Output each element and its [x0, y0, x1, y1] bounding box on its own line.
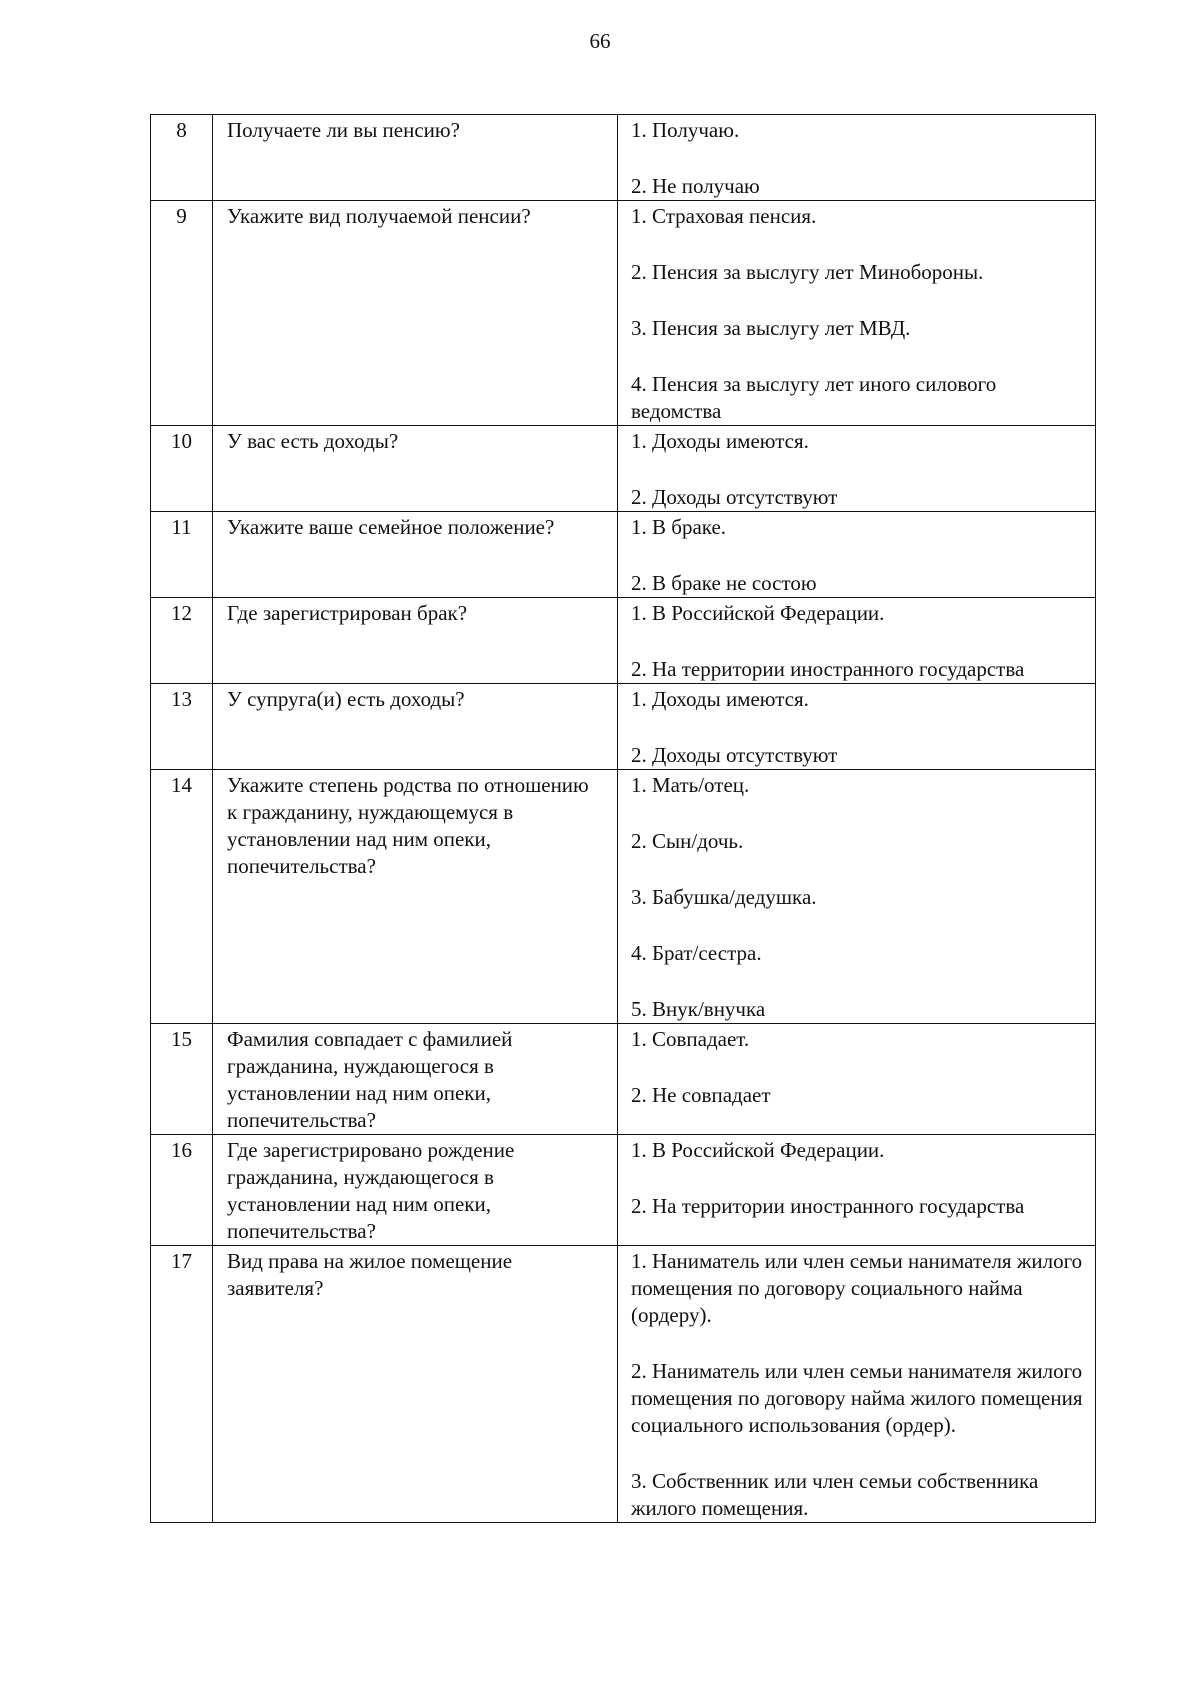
table-row: [151, 426, 1096, 512]
question-text: Где зарегистрирован брак?: [213, 598, 618, 684]
table-row: [151, 115, 1096, 201]
answer-option: 2. Сын/дочь.: [631, 829, 744, 853]
answer-options: [618, 1135, 1096, 1246]
questionnaire-table: [150, 114, 1096, 1523]
row-number: 16: [151, 1135, 213, 1246]
answer-option: 1. Совпадает.: [631, 1027, 750, 1051]
answer-option: 1. В Российской Федерации.: [631, 601, 885, 625]
answer-options: [618, 512, 1096, 598]
answer-option: 1. В браке.: [631, 515, 727, 539]
question-text: Вид права на жилое помещение заявителя?: [213, 1246, 618, 1523]
answer-options: [618, 684, 1096, 770]
answer-option: 3. Собственник или член семьи собственника жилого помещения.: [631, 1469, 1039, 1520]
answer-option: 1. Наниматель или член семьи нанимателя жилого помещения по договору социального найма (ордеру).: [631, 1249, 1083, 1327]
answer-option: 5. Внук/внучка: [631, 997, 766, 1021]
table-row: [151, 684, 1096, 770]
answer-options: [618, 770, 1096, 1024]
answer-option: 2. Доходы отсутствуют: [631, 485, 838, 509]
answer-options: [618, 1024, 1096, 1135]
answer-options: [618, 598, 1096, 684]
row-number: 11: [151, 512, 213, 598]
table-row: [151, 1135, 1096, 1246]
answer-option: 2. В браке не состою: [631, 571, 817, 595]
table-row: [151, 598, 1096, 684]
row-number: 13: [151, 684, 213, 770]
answer-option: 1. Доходы имеются.: [631, 429, 809, 453]
answer-option: 1. Страховая пенсия.: [631, 204, 817, 228]
table-row: [151, 1024, 1096, 1135]
answer-option: 2. Доходы отсутствуют: [631, 743, 838, 767]
answer-option: 4. Пенсия за выслугу лет иного силового ведомства: [631, 372, 997, 423]
table-row: [151, 512, 1096, 598]
row-number: 9: [151, 201, 213, 426]
question-text: Укажите вид получаемой пенсии?: [213, 201, 618, 426]
table-row: [151, 1246, 1096, 1523]
answer-option: 2. Не совпадает: [631, 1083, 771, 1107]
answer-options: [618, 1246, 1096, 1523]
question-text: У супруга(и) есть доходы?: [213, 684, 618, 770]
answer-option: 2. На территории иностранного государства: [631, 1194, 1025, 1218]
row-number: 15: [151, 1024, 213, 1135]
question-text: У вас есть доходы?: [213, 426, 618, 512]
answer-options: [618, 115, 1096, 201]
answer-option: 2. На территории иностранного государства: [631, 657, 1025, 681]
answer-options: [618, 426, 1096, 512]
answer-option: 2. Пенсия за выслугу лет Минобороны.: [631, 260, 984, 284]
question-text: Где зарегистрировано рождение гражданина, нуждающегося в установлении над ним опеки, попечительства?: [213, 1135, 618, 1246]
row-number: 14: [151, 770, 213, 1024]
answer-option: 1. Получаю.: [631, 118, 740, 142]
answer-option: 2. Наниматель или член семьи нанимателя жилого помещения по договору найма жилого помещения социального использования (ордер).: [631, 1359, 1083, 1437]
question-text: Получаете ли вы пенсию?: [213, 115, 618, 201]
row-number: 8: [151, 115, 213, 201]
question-text: Укажите степень родства по отношению к гражданину, нуждающемуся в установлении над ним опеки, попечительства?: [213, 770, 618, 1024]
question-text: Укажите ваше семейное положение?: [213, 512, 618, 598]
answer-option: 2. Не получаю: [631, 174, 760, 198]
table-row: [151, 770, 1096, 1024]
answer-option: 4. Брат/сестра.: [631, 941, 762, 965]
answer-option: 1. Мать/отец.: [631, 773, 750, 797]
row-number: 10: [151, 426, 213, 512]
question-text: Фамилия совпадает с фамилией гражданина, нуждающегося в установлении над ним опеки, попечительства?: [213, 1024, 618, 1135]
table-row: [151, 201, 1096, 426]
answer-option: 1. Доходы имеются.: [631, 687, 809, 711]
page-number: 66: [589, 29, 611, 53]
row-number: 12: [151, 598, 213, 684]
answer-option: 3. Бабушка/дедушка.: [631, 885, 817, 909]
row-number: 17: [151, 1246, 213, 1523]
answer-options: [618, 201, 1096, 426]
answer-option: 3. Пенсия за выслугу лет МВД.: [631, 316, 911, 340]
answer-option: 1. В Российской Федерации.: [631, 1138, 885, 1162]
